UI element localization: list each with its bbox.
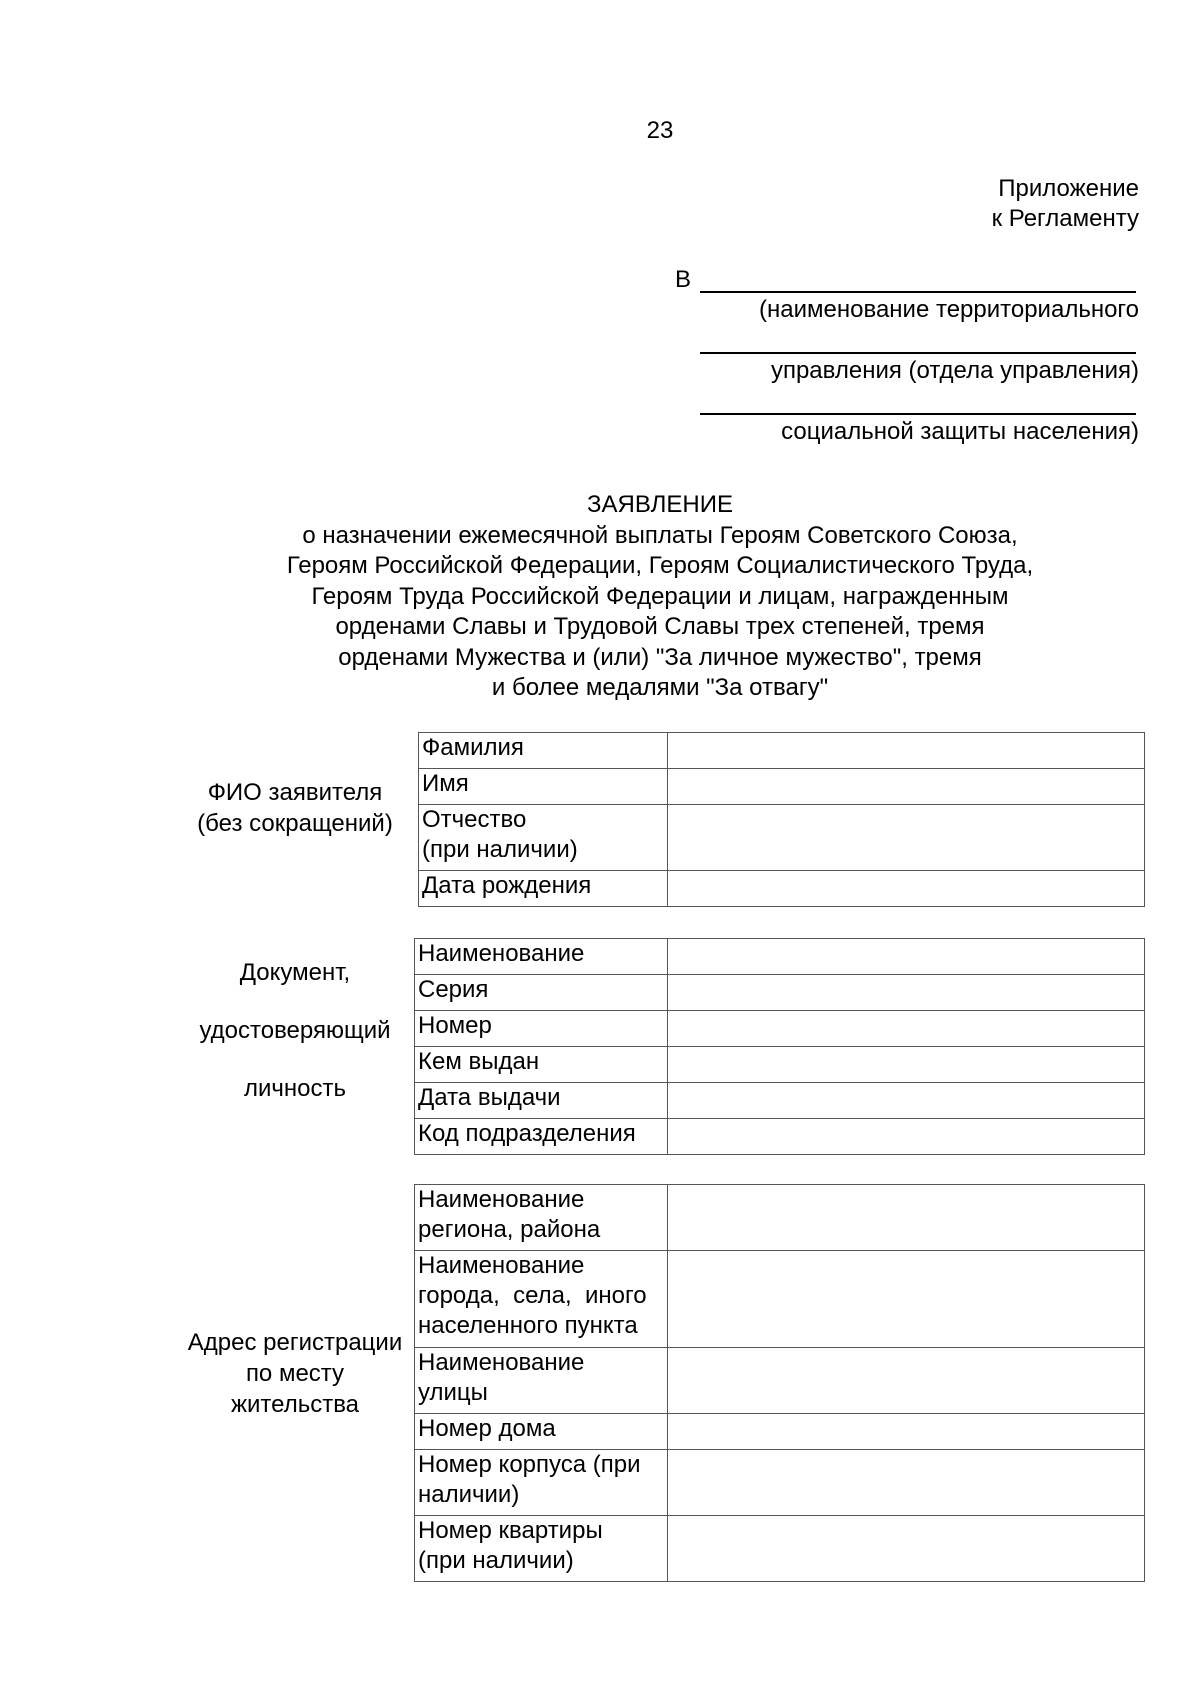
appendix-line-1: Приложение (998, 175, 1139, 202)
field-label: Имя (419, 769, 668, 805)
document-section-label (170, 958, 420, 1104)
title-heading: ЗАЯВЛЕНИЕ (587, 491, 733, 518)
title-line-2: Героям Российской Федерации, Героям Социалистического Труда, (286, 552, 1034, 579)
document-label-line-2: удостоверяющий (199, 1017, 391, 1044)
apartment-number-field[interactable] (668, 1516, 1145, 1582)
region-field[interactable] (668, 1185, 1145, 1251)
table-row (415, 975, 1145, 1011)
document-label-line-1: Документ, (239, 959, 351, 986)
table-row (415, 1185, 1145, 1251)
title-line-4: орденами Славы и Трудовой Славы трех степеней, тремя (335, 613, 985, 640)
field-label: Кем выдан (415, 1047, 668, 1083)
title-line-3: Героям Труда Российской Федерации и лицам, награжденным (311, 582, 1009, 610)
addressee-line-2[interactable] (700, 352, 1136, 354)
surname-field[interactable] (668, 733, 1145, 769)
house-number-field[interactable] (668, 1414, 1145, 1450)
fio-label-line-2: (без сокращений) (197, 810, 393, 837)
table-row (419, 805, 1145, 871)
address-table (414, 1184, 1145, 1582)
addressee-caption-3: социальной защиты населения) (781, 418, 1139, 445)
fio-table (418, 732, 1145, 907)
patronymic-field[interactable] (668, 805, 1145, 871)
table-row (415, 1348, 1145, 1414)
title-line-6: и более медалями "За отвагу" (491, 674, 829, 701)
field-label: Дата рождения (419, 871, 668, 907)
building-number-field[interactable] (668, 1450, 1145, 1516)
table-row (419, 733, 1145, 769)
address-label-line-1: Адрес регистрации (187, 1329, 403, 1356)
birth-date-field[interactable] (668, 871, 1145, 907)
addressee-caption-1: (наименование территориального (759, 296, 1139, 323)
addressee-prefix: В (675, 266, 692, 293)
street-field[interactable] (668, 1348, 1145, 1414)
table-row (419, 769, 1145, 805)
table-row (415, 1047, 1145, 1083)
document-series-field[interactable] (668, 975, 1145, 1011)
addressee-line-3[interactable] (700, 413, 1136, 415)
page-number: 23 (646, 117, 674, 144)
fio-section-label (170, 777, 420, 839)
address-label-line-2: по месту (245, 1360, 345, 1387)
address-label-line-3: жительства (230, 1391, 360, 1418)
field-label: Отчество (при наличии) (419, 805, 668, 871)
address-section-label (172, 1327, 418, 1420)
field-label: Наименование (415, 939, 668, 975)
field-label: Наименование города, села, иного населенного пункта (415, 1251, 668, 1348)
table-row (415, 1119, 1145, 1155)
table-row (415, 1083, 1145, 1119)
field-label: Код подразделения (415, 1119, 668, 1155)
document-title (160, 490, 1160, 704)
appendix-note (992, 174, 1139, 234)
fio-label-line-1: ФИО заявителя (207, 779, 383, 806)
table-row (415, 1414, 1145, 1450)
title-line-5: орденами Мужества и (или) "За личное мужество", тремя (338, 643, 982, 671)
issued-by-field[interactable] (668, 1047, 1145, 1083)
title-line-1: о назначении ежемесячной выплаты Героям Советского Союза, (302, 521, 1018, 549)
appendix-line-2: к Регламенту (991, 205, 1139, 232)
field-label: Дата выдачи (415, 1083, 668, 1119)
field-label: Серия (415, 975, 668, 1011)
department-code-field[interactable] (668, 1119, 1145, 1155)
field-label: Номер квартиры (при наличии) (415, 1516, 668, 1582)
document-name-field[interactable] (668, 939, 1145, 975)
document-number-field[interactable] (668, 1011, 1145, 1047)
document-table (414, 938, 1145, 1155)
table-row (419, 871, 1145, 907)
field-label: Наименование региона, района (415, 1185, 668, 1251)
addressee-line-1[interactable] (700, 291, 1136, 293)
first-name-field[interactable] (668, 769, 1145, 805)
field-label: Номер корпуса (при наличии) (415, 1450, 668, 1516)
addressee-caption-2: управления (отдела управления) (770, 357, 1139, 384)
table-row (415, 939, 1145, 975)
field-label: Наименование улицы (415, 1348, 668, 1414)
field-label: Номер дома (415, 1414, 668, 1450)
issue-date-field[interactable] (668, 1083, 1145, 1119)
field-label: Номер (415, 1011, 668, 1047)
field-label: Фамилия (419, 733, 668, 769)
table-row (415, 1251, 1145, 1348)
table-row (415, 1011, 1145, 1047)
table-row (415, 1516, 1145, 1582)
locality-field[interactable] (668, 1251, 1145, 1348)
table-row (415, 1450, 1145, 1516)
document-label-line-3: личность (243, 1075, 346, 1102)
